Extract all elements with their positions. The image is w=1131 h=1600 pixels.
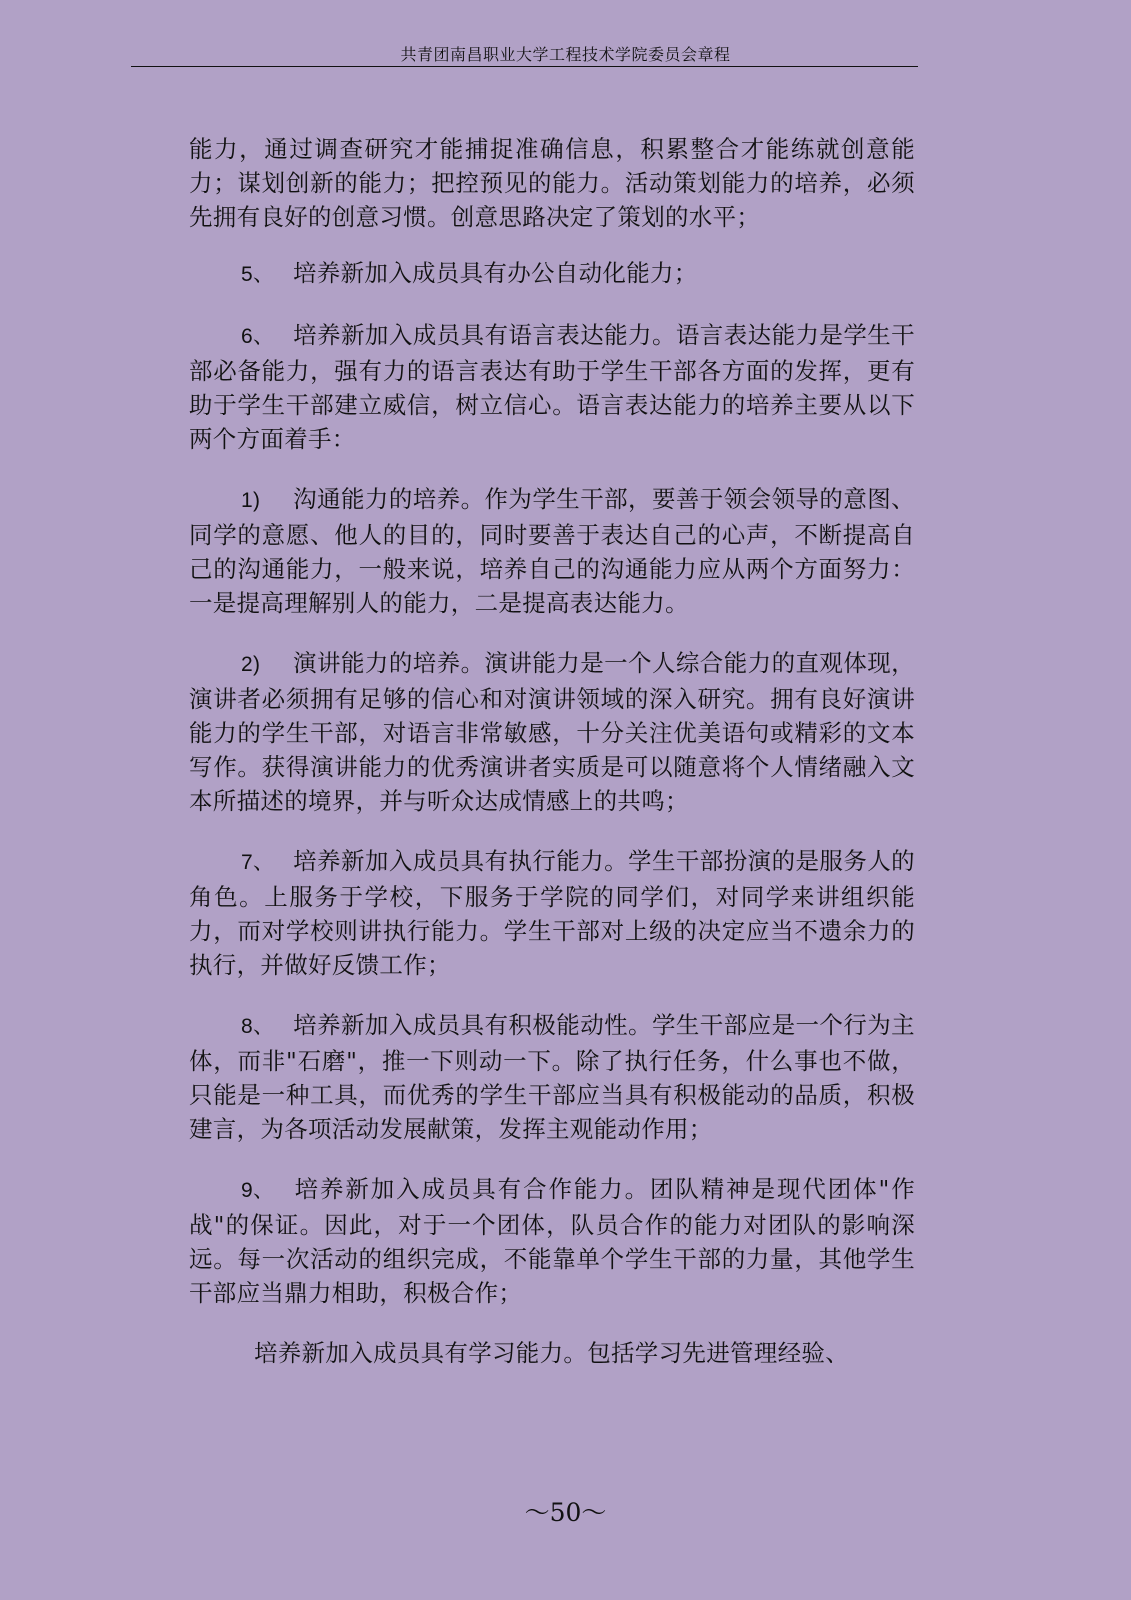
item-text: 培养新加入成员具有合作能力。团队精神是现代团体"作战"的保证。因此，对于一个团体，队员合作的能力对团队的影响深远。每一次活动的组织完成，不能靠单个学生干部的力量，其他学生干部应当鼎力相助，积极合作； [189,1175,915,1307]
item-number: 9、 [241,1179,275,1202]
document-body [189,132,915,1396]
page-number: ～50～ [524,1498,607,1527]
item-number: 5、 [241,263,275,286]
item-text: 培养新加入成员具有语言表达能力。语言表达能力是学生干部必备能力，强有力的语言表达有助于学生干部各方面的发挥，更有助于学生干部建立威信，树立信心。语言表达能力的培养主要从以下两个方面着手： [189,321,915,453]
list-item-9 [189,1172,915,1310]
item-text: 培养新加入成员具有执行能力。学生干部扮演的是服务人的角色。上服务于学校，下服务于学院的同学们，对同学来讲组织能力，而对学校则讲执行能力。学生干部对上级的决定应当不遗余力的执行，并做好反馈工作； [189,847,915,979]
item-number: 6、 [241,325,275,348]
item-number: 8、 [241,1015,275,1038]
list-item-6 [189,318,915,456]
item-text: 沟通能力的培养。作为学生干部，要善于领会领导的意图、同学的意愿、他人的目的，同时要善于表达自己的心声，不断提高自己的沟通能力，一般来说，培养自己的沟通能力应从两个方面努力：一是提高理解别人的能力，二是提高表达能力。 [189,485,915,617]
list-item-8 [189,1008,915,1146]
header-divider [131,66,918,67]
item-text: 培养新加入成员具有办公自动化能力； [293,259,698,287]
item-text: 培养新加入成员具有积极能动性。学生干部应是一个行为主体，而非"石磨"，推一下则动一下。除了执行任务，什么事也不做，只能是一种工具，而优秀的学生干部应当具有积极能动的品质，积极建言，为各项活动发展献策，发挥主观能动作用； [189,1011,915,1143]
sub-item-2 [189,646,915,818]
item-number: 1) [241,489,261,512]
list-item-10: 培养新加入成员具有学习能力。包括学习先进管理经验、 [254,1339,849,1367]
sub-item-1 [189,482,915,620]
item-text: 演讲能力的培养。演讲能力是一个人综合能力的直观体现，演讲者必须拥有足够的信心和对演讲领域的深入研究。拥有良好演讲能力的学生干部，对语言非常敏感，十分关注优美语句或精彩的文本写作。获得演讲能力的优秀演讲者实质是可以随意将个人情绪融入文本所描述的境界，并与听众达成情感上的共鸣； [189,649,915,815]
item-number: 2) [241,653,261,676]
list-item-7 [189,844,915,982]
running-header: 共青团南昌职业大学工程技术学院委员会章程 [400,45,731,64]
list-item-5 [189,256,915,292]
item-number: 7、 [241,851,275,874]
paragraph-continuation: 能力，通过调查研究才能捕捉准确信息，积累整合才能练就创意能力；谋划创新的能力；把控预见的能力。活动策划能力的培养，必须先拥有良好的创意习惯。创意思路决定了策划的水平； [189,135,915,231]
